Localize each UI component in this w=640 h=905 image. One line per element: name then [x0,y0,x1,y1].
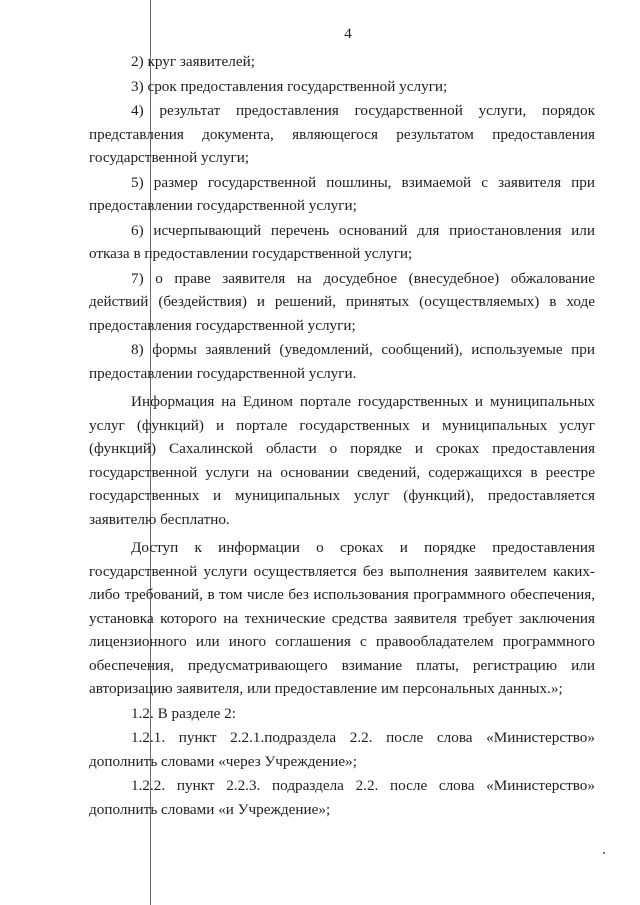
document-body [89,50,595,821]
page-number: 4 [344,26,352,42]
paragraph-item-4: 4) результат предоставления государственной услуги, порядок представления документа, являющегося результатом предоставления государственной услуги; [89,102,595,166]
paragraph-item-1-2-2: 1.2.2. пункт 2.2.3. подраздела 2.2. после слова «Министерство» дополнить словами «и Учреждение»; [89,777,595,818]
paragraph-section-1-2: 1.2. В разделе 2: [131,704,236,722]
paragraph-item-8: 8) формы заявлений (уведомлений, сообщений), используемые при предоставлении государственной услуги. [89,341,595,382]
paragraph-access: Доступ к информации о сроках и порядке предоставления государственной услуги осуществляется без выполнения заявителем каких-либо требований, в том числе без использования программного обеспечения, установка которого на технические средства заявителя требует заключения лицензионного или иного соглашения с правообладателем программного обеспечения, предусматривающего взимание платы, регистрацию или авторизацию заявителя, или предоставление им персональных данных.»; [89,539,595,697]
paragraph-item-7: 7) о праве заявителя на досудебное (внесудебное) обжалование действий (бездействия) и решений, принятых (осуществляемых) в ходе предоставления государственной услуги; [89,269,595,334]
paragraph-item-1-2-1: 1.2.1. пункт 2.2.1.подраздела 2.2. после слова «Министерство» дополнить словами «через Учреждение»; [89,729,595,770]
paragraph-item-3: 3) срок предоставления государственной услуги; [131,77,448,95]
paragraph-item-5: 5) размер государственной пошлины, взимаемой с заявителя при предоставлении государственной услуги; [89,173,595,214]
scan-speck [603,852,605,854]
paragraph-item-6: 6) исчерпывающий перечень оснований для приостановления или отказа в предоставлении государственной услуги; [89,221,595,262]
paragraph-item-2: 2) круг заявителей; [131,53,255,70]
paragraph-information: Информация на Едином портале государственных и муниципальных услуг (функций) и портале государственных и муниципальных услуг (функций) Сахалинской области о порядке и сроках предоставления государственной услуги на основании сведений, содержащихся в реестре государственных и муниципальных услуг (функций), предоставляется заявителю бесплатно. [89,393,595,528]
